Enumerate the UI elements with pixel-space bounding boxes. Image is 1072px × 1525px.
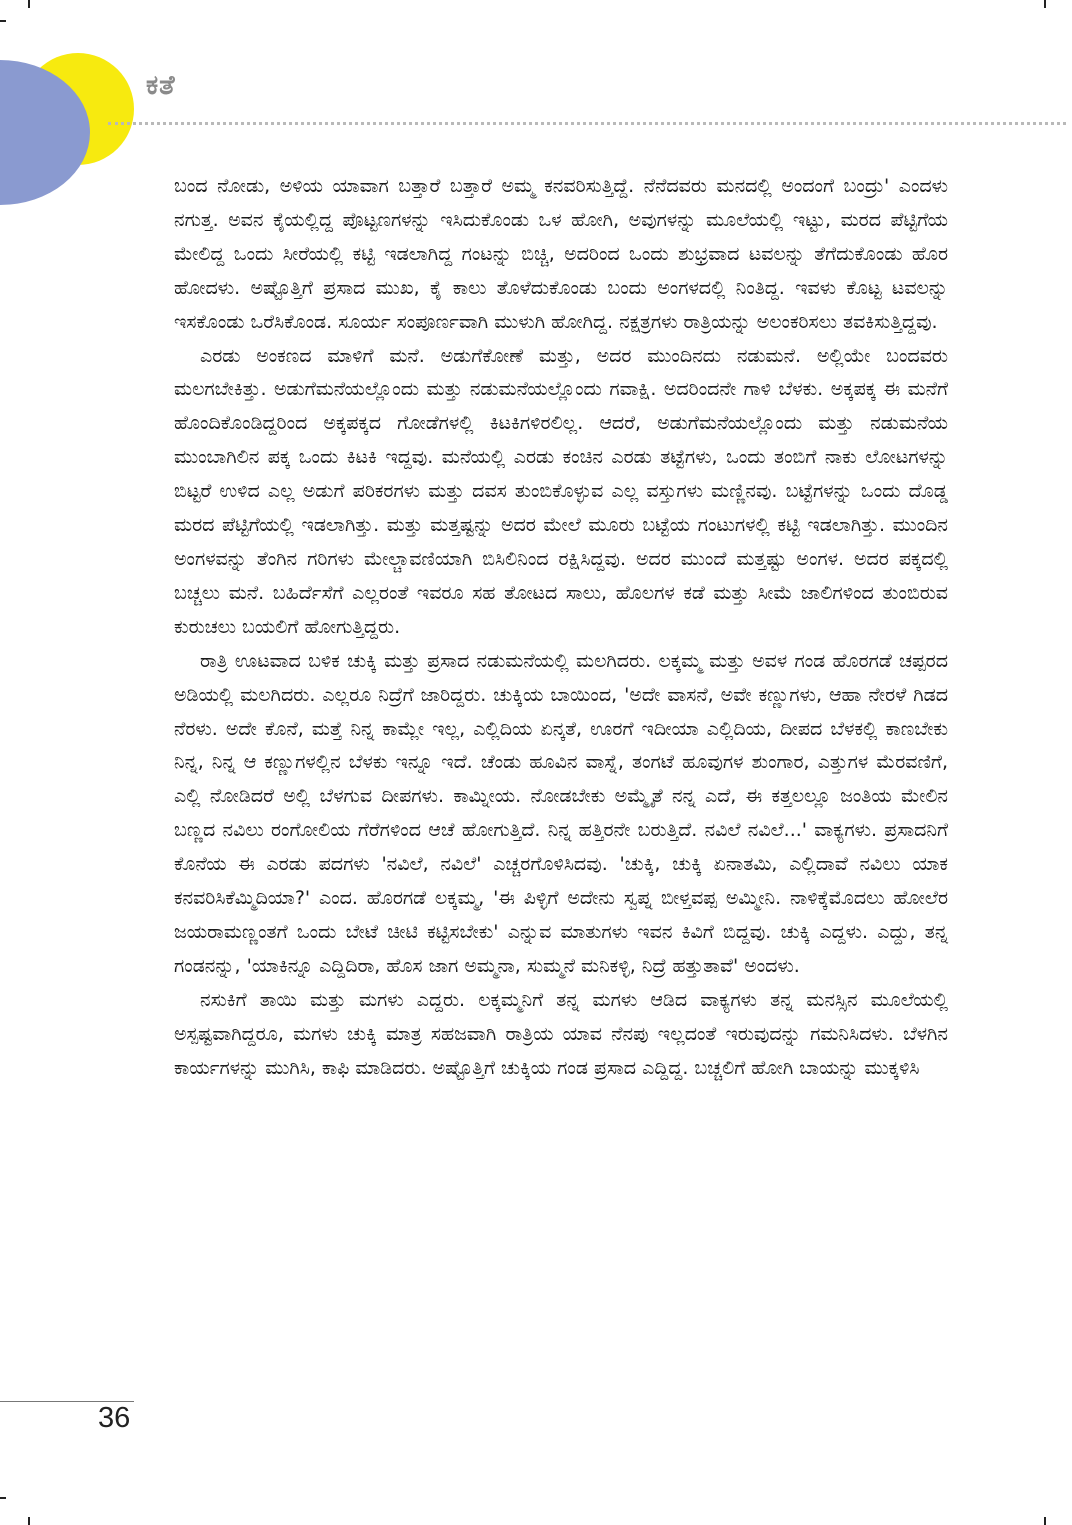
paragraph: ಎರಡು ಅಂಕಣದ ಮಾಳಿಗೆ ಮನೆ. ಅಡುಗೆಕೋಣೆ ಮತ್ತು, ಅದರ ಮುಂದಿನದು ನಡುಮನೆ. ಅಲ್ಲಿಯೇ ಬಂದವರು ಮಲಗಬೇಕಿತ್ತು. ಅಡುಗೆಮನೆಯಲ್ಲೊಂದು ಮತ್ತು ನಡುಮನೆಯಲ್ಲೊಂದು ಗವಾಕ್ಷಿ. ಅದರಿಂದನೇ ಗಾಳಿ ಬೆಳಕು. ಅಕ್ಕಪಕ್ಕ ಈ ಮನೆಗೆ ಹೊಂದಿಕೊಂಡಿದ್ದರಿಂದ ಅಕ್ಕಪಕ್ಕದ ಗೋಡೆಗಳಲ್ಲಿ ಕಿಟಕಿಗಳಿರಲಿಲ್ಲ. ಆದರೆ, ಅಡುಗೆಮನೆಯಲ್ಲೊಂದು ಮತ್ತು ನಡುಮನೆಯ ಮುಂಬಾಗಿಲಿನ ಪಕ್ಕ ಒಂದು ಕಿಟಕಿ ಇದ್ದವು. ಮನೆಯಲ್ಲಿ ಎರಡು ಕಂಚಿನ ಎರಡು ತಟ್ಟೆಗಳು, ಒಂದು ತಂಬಿಗೆ ನಾಕು ಲೋಟಗಳನ್ನು ಬಿಟ್ಟರೆ ಉಳಿದ ಎಲ್ಲ ಅಡುಗೆ ಪರಿಕರಗಳು ಮತ್ತು ದವಸ ತುಂಬಿಕೊಳ್ಳುವ ಎಲ್ಲ ವಸ್ತುಗಳು ಮಣ್ಣಿನವು. ಬಟ್ಟೆಗಳನ್ನು ಒಂದು ದೊಡ್ಡ ಮರದ ಪೆಟ್ಟಿಗೆಯಲ್ಲಿ ಇಡಲಾಗಿತ್ತು. ಮತ್ತು ಮತ್ತಷ್ಟನ್ನು ಅದರ ಮೇಲೆ ಮೂರು ಬಟ್ಟೆಯ ಗಂಟುಗಳಲ್ಲಿ ಕಟ್ಟಿ ಇಡಲಾಗಿತ್ತು. ಮುಂದಿನ ಅಂಗಳವನ್ನು ತೆಂಗಿನ ಗರಿಗಳು ಮೇಲ್ಚಾವಣಿಯಾಗಿ ಬಿಸಿಲಿನಿಂದ ರಕ್ಷಿಸಿದ್ದವು. ಅದರ ಮುಂದೆ ಮತ್ತಷ್ಟು ಅಂಗಳ. ಅದರ ಪಕ್ಕದಲ್ಲಿ ಬಚ್ಚಲು ಮನೆ. ಬಹಿರ್ದೆಸೆಗೆ ಎಲ್ಲರಂತೆ ಇವರೂ ಸಹ ತೋಟದ ಸಾಲು, ಹೊಲಗಳ ಕಡೆ ಮತ್ತು ಸೀಮೆ ಜಾಲಿಗಳಿಂದ ತುಂಬಿರುವ ಕುರುಚಲು ಬಯಲಿಗೆ ಹೋಗುತ್ತಿದ್ದರು. [174,344,948,638]
paragraph: ರಾತ್ರಿ ಊಟವಾದ ಬಳಿಕ ಚುಕ್ಕಿ ಮತ್ತು ಪ್ರಸಾದ ನಡುಮನೆಯಲ್ಲಿ ಮಲಗಿದರು. ಲಕ್ಕಮ್ಮ ಮತ್ತು ಅವಳ ಗಂಡ ಹೊರಗಡೆ ಚಪ್ಪರದ ಅಡಿಯಲ್ಲಿ ಮಲಗಿದರು. ಎಲ್ಲರೂ ನಿದ್ರೆಗೆ ಜಾರಿದ್ದರು. ಚುಕ್ಕಿಯ ಬಾಯಿಂದ, 'ಅದೇ ವಾಸನೆ, ಅವೇ ಕಣ್ಣುಗಳು, ಆಹಾ ನೇರಳೆ ಗಿಡದ ನೆರಳು. ಅದೇ ಕೊನೆ, ಮತ್ತೆ ನಿನ್ನ ಕಾಮ್ಲೇ ಇಲ್ಲ, ಎಲ್ಲಿದಿಯ ಏನ್ಕತೆ, ಊರಗೆ ಇದೀಯಾ ಎಲ್ಲಿದಿಯ, ದೀಪದ ಬೆಳಕಲ್ಲಿ ಕಾಣಬೇಕು ನಿನ್ನ, ನಿನ್ನ ಆ ಕಣ್ಣುಗಳಲ್ಲಿನ ಬೆಳಕು ಇನ್ನೂ ಇದೆ. ಚೆಂಡು ಹೂವಿನ ವಾಸ್ನೆ, ತಂಗಟೆ ಹೂವುಗಳ ಶುಂಗಾರ, ಎತ್ತುಗಳ ಮೆರವಣಿಗೆ, ಎಲ್ಲಿ ನೋಡಿದರೆ ಅಲ್ಲಿ ಬೆಳಗುವ ದೀಪಗಳು. ಕಾಮ್ನೀಯ. ನೋಡಬೇಕು ಅಮ್ಮೈತೆ ನನ್ನ ಎದೆ, ಈ ಕತ್ತಲಲ್ಲೂ ಜಂತಿಯ ಮೇಲಿನ ಬಣ್ಣದ ನವಿಲು ರಂಗೋಲಿಯ ಗೆರೆಗಳಿಂದ ಆಚೆ ಹೋಗುತ್ತಿದೆ. ನಿನ್ನ ಹತ್ತಿರನೇ ಬರುತ್ತಿದೆ. ನವಿಲೆ ನವಿಲೆ...' ವಾಕ್ಯಗಳು. ಪ್ರಸಾದನಿಗೆ ಕೊನೆಯ ಈ ಎರಡು ಪದಗಳು 'ನವಿಲೆ, ನವಿಲೆ' ಎಚ್ಚರಗೊಳಿಸಿದವು. 'ಚುಕ್ಕಿ, ಚುಕ್ಕಿ ಏನಾತಮಿ, ಎಲ್ಲಿದಾವೆ ನವಿಲು ಯಾಕ ಕನವರಿಸಿಕೆಮ್ಮಿದಿಯಾ?' ಎಂದ. ಹೊರಗಡೆ ಲಕ್ಕಮ್ಮ, 'ಈ ಪಿಳ್ಳಿಗೆ ಅದೇನು ಸ್ವಪ್ನ ಬೀಳ್ತವಪ್ಪ ಅಮ್ಮೀನಿ. ನಾಳಿಕ್ಕೆಮೊದಲು ಹೋಲೆರ ಜಯರಾಮಣ್ಣಂತಗೆ ಒಂದು ಬೇಟೆ ಚೀಟಿ ಕಟ್ಟಿಸಬೇಕು' ಎನ್ನುವ ಮಾತುಗಳು ಇವನ ಕಿವಿಗೆ ಬಿದ್ದವು. ಚುಕ್ಕಿ ಎದ್ದಳು. ಎದ್ದು, ತನ್ನ ಗಂಡನನ್ನು, 'ಯಾಕಿನ್ನೂ ಎದ್ದಿದಿರಾ, ಹೊಸ ಜಾಗ ಅಮ್ಮನಾ, ಸುಮ್ಮನೆ ಮನಿಕಳ್ಳಿ, ನಿದ್ರೆ ಹತ್ತುತಾವೆ' ಅಂದಳು. [174,649,948,977]
crop-mark [1044,0,1046,8]
crop-mark [28,1517,30,1525]
crop-mark [1044,1517,1046,1525]
story-body [174,170,948,1085]
paragraph: ನಸುಕಿಗೆ ತಾಯಿ ಮತ್ತು ಮಗಳು ಎದ್ದರು. ಲಕ್ಕಮ್ಮನಿಗೆ ತನ್ನ ಮಗಳು ಆಡಿದ ವಾಕ್ಯಗಳು ತನ್ನ ಮನಸ್ಸಿನ ಮೂಲೆಯಲ್ಲಿ ಅಸ್ಪಷ್ಟವಾಗಿದ್ದರೂ, ಮಗಳು ಚುಕ್ಕಿ ಮಾತ್ರ ಸಹಜವಾಗಿ ರಾತ್ರಿಯ ಯಾವ ನೆನಪು ಇಲ್ಲದಂತೆ ಇರುವುದನ್ನು ಗಮನಿಸಿದಳು. ಬೆಳಗಿನ ಕಾರ್ಯಗಳನ್ನು ಮುಗಿಸಿ, ಕಾಫಿ ಮಾಡಿದರು. ಅಷ್ಟೊತ್ತಿಗೆ ಚುಕ್ಕಿಯ ಗಂಡ ಪ್ರಸಾದ ಎದ್ದಿದ್ದ. ಬಚ್ಚಲಿಗೆ ಹೋಗಿ ಬಾಯನ್ನು ಮುಕ್ಕಳಿಸಿ [174,988,948,1079]
paragraph: ಬಂದ ನೋಡು, ಅಳಿಯ ಯಾವಾಗ ಬತ್ತಾರೆ ಬತ್ತಾರೆ ಅಮ್ಮ ಕನವರಿಸುತ್ತಿದ್ದೆ. ನೆನೆದವರು ಮನದಲ್ಲಿ ಅಂದಂಗೆ ಬಂದ್ರು' ಎಂದಳು ನಗುತ್ತ. ಅವನ ಕೈಯಲ್ಲಿದ್ದ ಪೊಟ್ಟಣಗಳನ್ನು ಇಸಿದುಕೊಂಡು ಒಳ ಹೋಗಿ, ಅವುಗಳನ್ನು ಮೂಲೆಯಲ್ಲಿ ಇಟ್ಟು, ಮರದ ಪೆಟ್ಟಿಗೆಯ ಮೇಲಿದ್ದ ಒಂದು ಸೀರೆಯಲ್ಲಿ ಕಟ್ಟಿ ಇಡಲಾಗಿದ್ದ ಗಂಟನ್ನು ಬಿಚ್ಚಿ, ಅದರಿಂದ ಒಂದು ಶುಭ್ರವಾದ ಟವಲನ್ನು ತೆಗೆದುಕೊಂಡು ಹೊರ ಹೋದಳು. ಅಷ್ಟೊತ್ತಿಗೆ ಪ್ರಸಾದ ಮುಖ, ಕೈ ಕಾಲು ತೊಳೆದುಕೊಂಡು ಬಂದು ಅಂಗಳದಲ್ಲಿ ನಿಂತಿದ್ದ. ಇವಳು ಕೊಟ್ಟ ಟವಲನ್ನು ಇಸಕೊಂಡು ಒರೆಸಿಕೊಂಡ. ಸೂರ್ಯ ಸಂಪೂರ್ಣವಾಗಿ ಮುಳುಗಿ ಹೋಗಿದ್ದ. ನಕ್ಷತ್ರಗಳು ರಾತ್ರಿಯನ್ನು ಅಲಂಕರಿಸಲು ತವಕಿಸುತ್ತಿದ್ದವು. [174,175,948,333]
crop-mark [28,0,30,8]
crop-mark [0,1497,6,1499]
dotted-divider [108,122,1066,125]
crop-mark [0,20,6,22]
section-title: ಕತೆ [146,70,176,101]
page-number: 36 [98,1402,131,1434]
